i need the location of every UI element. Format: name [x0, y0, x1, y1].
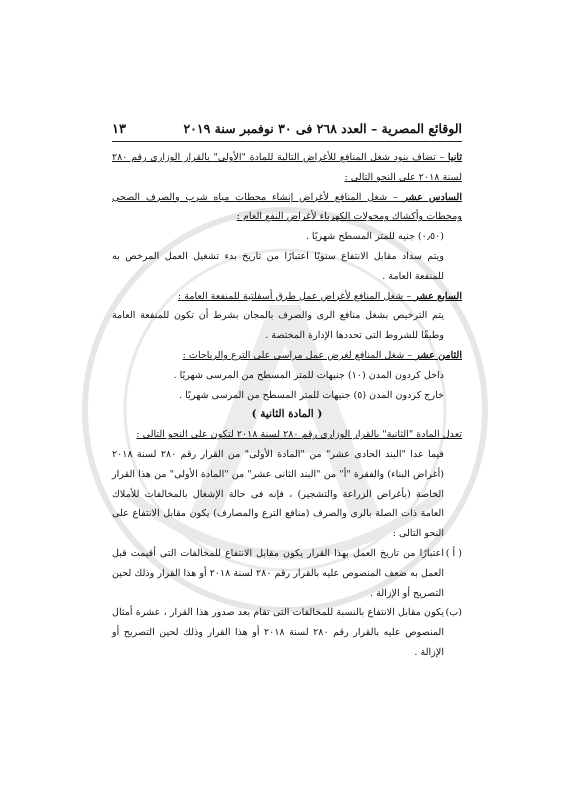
article-heading: ( المادة الثانية )	[251, 408, 323, 421]
amendment-intro: تعدل المادة "الثانية" بالقرار الوزارى رقم ٢٨٠ لسنة ٢٠١٨ لتكون على النحو التالى :	[136, 429, 462, 441]
license-note: يتم الترخيص بشغل منافع الرى والصرف بالمجان بشرط أن تكون للمنفعة العامة وطبقًا للشروط التى تحددها الإدارة المختصة .	[112, 310, 444, 342]
clause-label: السادس عشر	[403, 191, 462, 203]
list-item	[112, 603, 462, 662]
clause-text: – شغل المنافع لغرض عمل مراسى على الترع والرياحات :	[182, 349, 416, 361]
section-label: ثانيا	[447, 152, 462, 163]
amendment-paragraph: فيما عدا "البند الحادى عشر" من "المادة الأولى" من القرار رقم ٢٨٠ لسنة ٢٠١٨ (أغراض البناء) والفقرة "أ" من "البند الثانى عشر" من "المادة الأولى" من هذا القرار الخاصة (بأغراض الزراعة والتشجير) ، فإنه فى حالة الإشغال بالمخالفات للأملاك العامة ذات الصلة بالرى والصرف (منافع الترع والمصارف) يكون مقابل الانتفاع على النحو التالى :	[112, 448, 444, 540]
clause-seventeenth	[112, 287, 462, 307]
header-title: الوقائع المصرية – العدد ٢٦٨ فى ٣٠ نوفمبر سنة ٢٠١٩	[183, 121, 462, 136]
item-label: ( أ )	[445, 547, 462, 559]
fee-outside-cordon: خارج كردون المدن (٥) جنيهات للمتر المسطح من المرسى شهريًا .	[179, 389, 444, 401]
clause-text: – شغل المنافع لأغراض عمل طرق أسفلتية للمنفعة العامة :	[177, 290, 415, 302]
fee-line: (٠٫٥٠) جنيه للمتر المسطح شهريًا .	[305, 231, 444, 243]
paragraph-second	[112, 148, 462, 188]
paragraph-text: – تضاف بنود شغل المنافع للأغراض التالية للمادة "الأولى" بالقرار الوزارى رقم ٢٨٠ لسنة ٢٠١٨ على النحو التالى :	[112, 152, 462, 183]
clause-label: الثامن عشر	[415, 349, 462, 361]
clause-sixteenth	[112, 188, 462, 228]
item-label: (ب)	[445, 607, 462, 619]
document-page	[112, 120, 462, 663]
item-text: يكون مقابل الانتفاع بالنسبة للمخالفات التى تقام بعد صدور هذا القرار ، عشرة أمثال المنصوص عليه بالقرار رقم ٢٨٠ لسنة ٢٠١٨ أو هذا القرار وذلك لحين التصريح أو الإزالة .	[112, 607, 444, 658]
payment-note: ويتم سداد مقابل الانتفاع سنويًا اعتبارًا من تاريخ بدء تشغيل العمل المرخص به للمنفعة العامة .	[112, 250, 444, 282]
fee-inside-cordon: داخل كردون المدن (١٠) جنيهات للمتر المسطح من المرسى شهريًا .	[173, 369, 444, 381]
clause-label: السابع عشر	[414, 290, 462, 302]
page-number: ١٣	[112, 122, 126, 137]
clause-eighteenth	[112, 346, 462, 366]
page-header	[112, 120, 462, 142]
clause-text: – شغل المنافع لأغراض إنشاء محطات مياه شرب والصرف الصحى ومحطات وأكشاك ومحولات الكهرباء لأغراض النفع العام :	[112, 191, 462, 223]
list-item	[112, 544, 462, 603]
item-text: اعتبارًا من تاريخ العمل بهذا القرار يكون مقابل الانتفاع للمخالفات التى أقيمت قبل العمل به ضعف المنصوص عليه بالقرار رقم ٢٨٠ لسنة ٢٠١٨ أو هذا القرار وذلك لحين التصريح أو الإزالة .	[112, 547, 444, 599]
